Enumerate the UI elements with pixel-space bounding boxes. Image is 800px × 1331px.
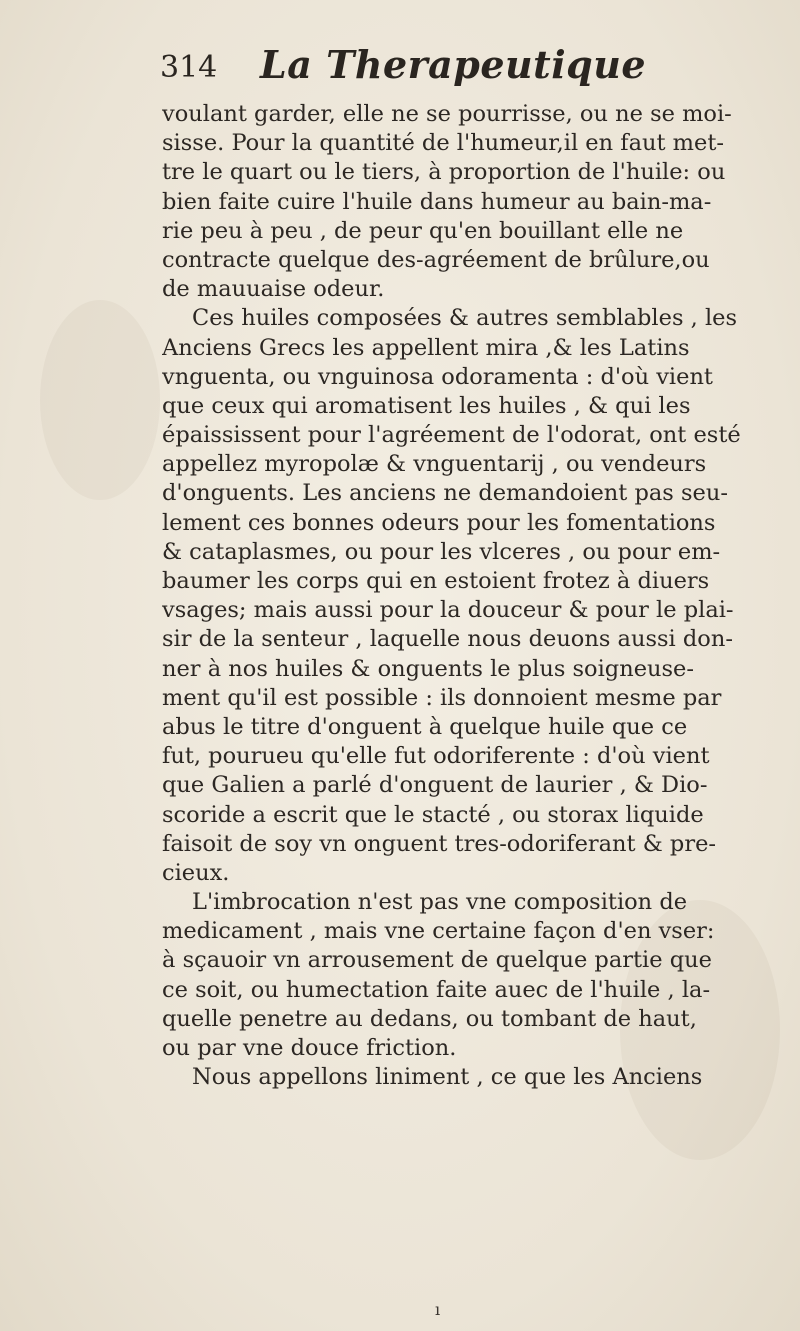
paper-stain [40,300,160,500]
text-line: baumer les corps qui en estoient frotez à diuers [162,568,710,594]
text-line: abus le titre d'onguent à quelque huile que ce [162,713,688,740]
text-line: rie peu à peu , de peur qu'en bouillant elle ne [162,217,684,244]
text-line: contracte quelque des-agréement de brûlure,ou [162,246,710,273]
text-line: à sçauoir vn arrousement de quelque partie que [162,947,712,974]
text-line: ce soit, ou humectation faite auec de l'huile , la- [162,976,711,1003]
text-line: L'imbrocation n'est pas vne composition de [192,889,688,916]
text-line: tre le quart ou le tiers, à proportion de l'huile: ou [162,159,726,186]
text-line: cieux. [162,859,230,886]
text-line: medicament , mais vne certaine façon d'en vser: [162,918,715,945]
text-line: Anciens Grecs les appellent mira ,& les Latins [162,334,690,361]
running-title: La Therapeutique [260,42,647,87]
text-line: que Galien a parlé d'onguent de laurier , & Dio- [162,772,708,799]
text-line: voulant garder, elle ne se pourrisse, ou ne se moi- [162,101,732,127]
text-line: scoride a escrit que le stacté , ou storax liquide [162,801,704,828]
text-line: faisoit de soy vn onguent tres-odoriferant & pre- [162,830,716,857]
text-line: Nous appellons liniment , ce que les Anciens [192,1064,703,1091]
footer-mark: ı [435,1300,441,1319]
text-line: d'onguents. Les anciens ne demandoient pas seu- [162,480,728,507]
page-number: 314 [160,50,218,85]
text-line: Ces huiles composées & autres semblables , les [192,305,738,332]
text-line: ment qu'il est possible : ils donnoient mesme par [162,684,722,711]
text-line: sisse. Pour la quantité de l'humeur,il en faut met- [162,130,724,157]
text-line: ner à nos huiles & onguents le plus soigneuse- [162,655,694,682]
text-line: vsages; mais aussi pour la douceur & pour le plai- [162,597,734,624]
text-line: sir de la senteur , laquelle nous deuons aussi don- [162,626,733,653]
text-line: vnguenta, ou vnguinosa odoramenta : d'où vient [162,363,713,390]
text-line: quelle penetre au dedans, ou tombant de haut, [162,1005,697,1032]
text-line: ou par vne douce friction. [162,1035,457,1061]
text-line: épaississent pour l'agréement de l'odorat, ont esté [162,422,741,449]
body-text [162,100,798,1092]
text-line: fut, pourueu qu'elle fut odoriferente : d'où vient [162,743,710,770]
text-line: lement ces bonnes odeurs pour les fomentations [162,509,716,536]
text-line: de mauuaise odeur. [162,276,385,303]
text-line: bien faite cuire l'huile dans humeur au bain-ma- [162,188,712,215]
text-line: & cataplasmes, ou pour les vlceres , ou pour em- [162,538,721,565]
text-line: que ceux qui aromatisent les huiles , & qui les [162,392,691,419]
page-header [160,42,800,92]
text-line: appellez myropolæ & vnguentarij , ou vendeurs [162,451,707,478]
